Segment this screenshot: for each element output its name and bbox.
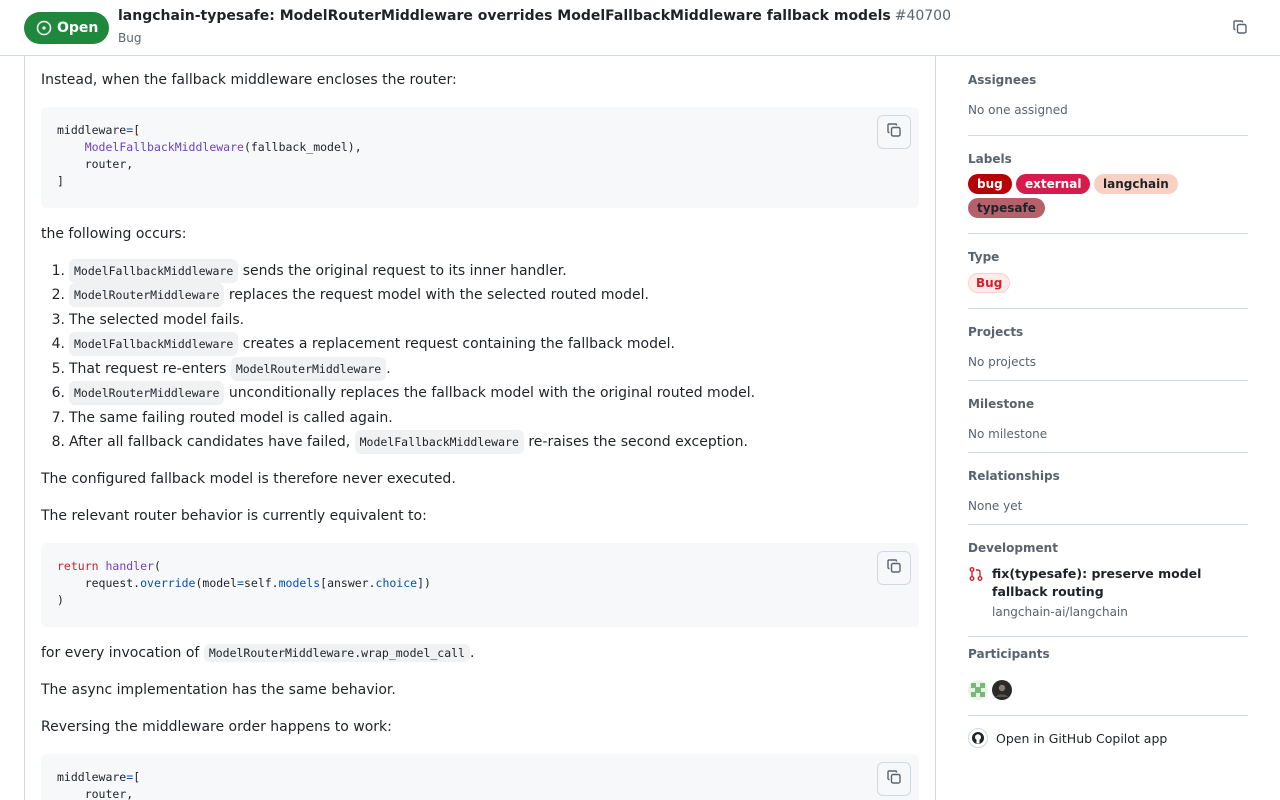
code-block-2-content: return handler( request.override(model=self.models[answer.choice]) ): [57, 559, 431, 607]
code-block-1: [41, 107, 919, 208]
paragraph-following: the following occurs:: [41, 226, 187, 242]
copy-icon: [886, 122, 902, 142]
list-item: 5. That request re-enters ModelRouterMiddleware .: [41, 359, 391, 379]
assignees-value: No one assigned: [968, 103, 1068, 117]
development-title[interactable]: Development: [968, 541, 1058, 555]
projects-value: No projects: [968, 355, 1037, 369]
assignees-section: [968, 56, 1248, 136]
copy-link-button[interactable]: [1228, 17, 1252, 41]
milestone-title[interactable]: Milestone: [968, 397, 1035, 411]
list-item: 7. The same failing routed model is called again.: [51, 410, 393, 426]
list-item: 2. ModelRouterMiddleware replaces the request model with the selected routed model.: [41, 285, 649, 305]
paragraph-never-executed: The configured fallback model is therefore never executed.: [41, 471, 456, 487]
list-item: 4. ModelFallbackMiddleware creates a replacement request containing the fallback model.: [41, 334, 675, 354]
copy-icon: [886, 769, 902, 789]
copy-icon: [1232, 19, 1248, 39]
copy-code-button[interactable]: [877, 115, 911, 149]
label-bug[interactable]: bug: [968, 174, 1012, 194]
issue-body-panel: [24, 56, 936, 800]
open-in-copilot-link[interactable]: [968, 727, 1167, 749]
label-external[interactable]: external: [1016, 174, 1090, 194]
sticky-header: [0, 0, 1280, 56]
open-in-copilot-label: Open in GitHub Copilot app: [996, 730, 1168, 746]
copy-code-button[interactable]: [877, 551, 911, 585]
copy-code-button[interactable]: [877, 762, 911, 796]
paragraph-every-invocation: for every invocation of ModelRouterMiddleware.wrap_model_call .: [41, 645, 475, 661]
milestone-value: No milestone: [968, 427, 1048, 441]
issue-type: Bug: [118, 31, 142, 45]
type-section: [968, 234, 1248, 309]
issue-title-text: langchain-typesafe: ModelRouterMiddleware overrides ModelFallbackMiddleware fallback models: [118, 8, 891, 24]
pull-request-icon: [968, 566, 984, 586]
avatar[interactable]: [968, 680, 988, 700]
paragraph-intro: Instead, when the fallback middleware encloses the router:: [41, 72, 457, 88]
code-block-3: [41, 754, 919, 800]
labels-title[interactable]: Labels: [968, 152, 1012, 166]
paragraph-async: The async implementation has the same behavior.: [41, 682, 396, 698]
label-typesafe[interactable]: typesafe: [968, 198, 1045, 218]
type-title[interactable]: Type: [968, 250, 1000, 264]
issue-state-badge: [24, 12, 109, 44]
linked-pr-title[interactable]: fix(typesafe): preserve model fallback routing: [992, 566, 1202, 599]
assignees-title[interactable]: Assignees: [968, 73, 1037, 87]
code-block-2: [41, 543, 919, 627]
list-item: 6. ModelRouterMiddleware unconditionally replaces the fallback model with the original routed model.: [41, 383, 755, 403]
linked-pr-repo: langchain-ai/langchain: [992, 605, 1128, 619]
participants-title: Participants: [968, 647, 1050, 661]
issue-title: [118, 8, 951, 24]
label-langchain[interactable]: langchain: [1094, 174, 1178, 194]
relationships-title[interactable]: Relationships: [968, 469, 1060, 483]
issue-number: #40700: [894, 8, 951, 24]
code-block-3-content: middleware=[ router,: [57, 770, 141, 800]
projects-section: [968, 309, 1248, 381]
copy-icon: [886, 558, 902, 578]
paragraph-reversing: Reversing the middleware order happens to work:: [41, 719, 392, 735]
issue-state-label: Open: [57, 20, 99, 36]
relationships-section: [968, 453, 1248, 525]
participants-section: [968, 637, 1248, 716]
labels-section: [968, 136, 1248, 234]
milestone-section: [968, 381, 1248, 453]
projects-title[interactable]: Projects: [968, 325, 1024, 339]
list-item: 3. The selected model fails.: [51, 312, 245, 328]
avatar[interactable]: [992, 680, 1012, 700]
list-item: 8. After all fallback candidates have failed, ModelFallbackMiddleware re-raises the second exception.: [41, 432, 748, 452]
issue-open-icon: [36, 20, 52, 36]
type-badge: Bug: [968, 273, 1010, 293]
code-block-1-content: middleware=[ ModelFallbackMiddleware(fallback_model), router, ]: [57, 123, 362, 188]
github-icon: [968, 728, 988, 748]
paragraph-router-behavior: The relevant router behavior is currently equivalent to:: [41, 508, 427, 524]
list-item: 1. ModelFallbackMiddleware sends the original request to its inner handler.: [41, 261, 567, 281]
relationships-value: None yet: [968, 499, 1023, 513]
